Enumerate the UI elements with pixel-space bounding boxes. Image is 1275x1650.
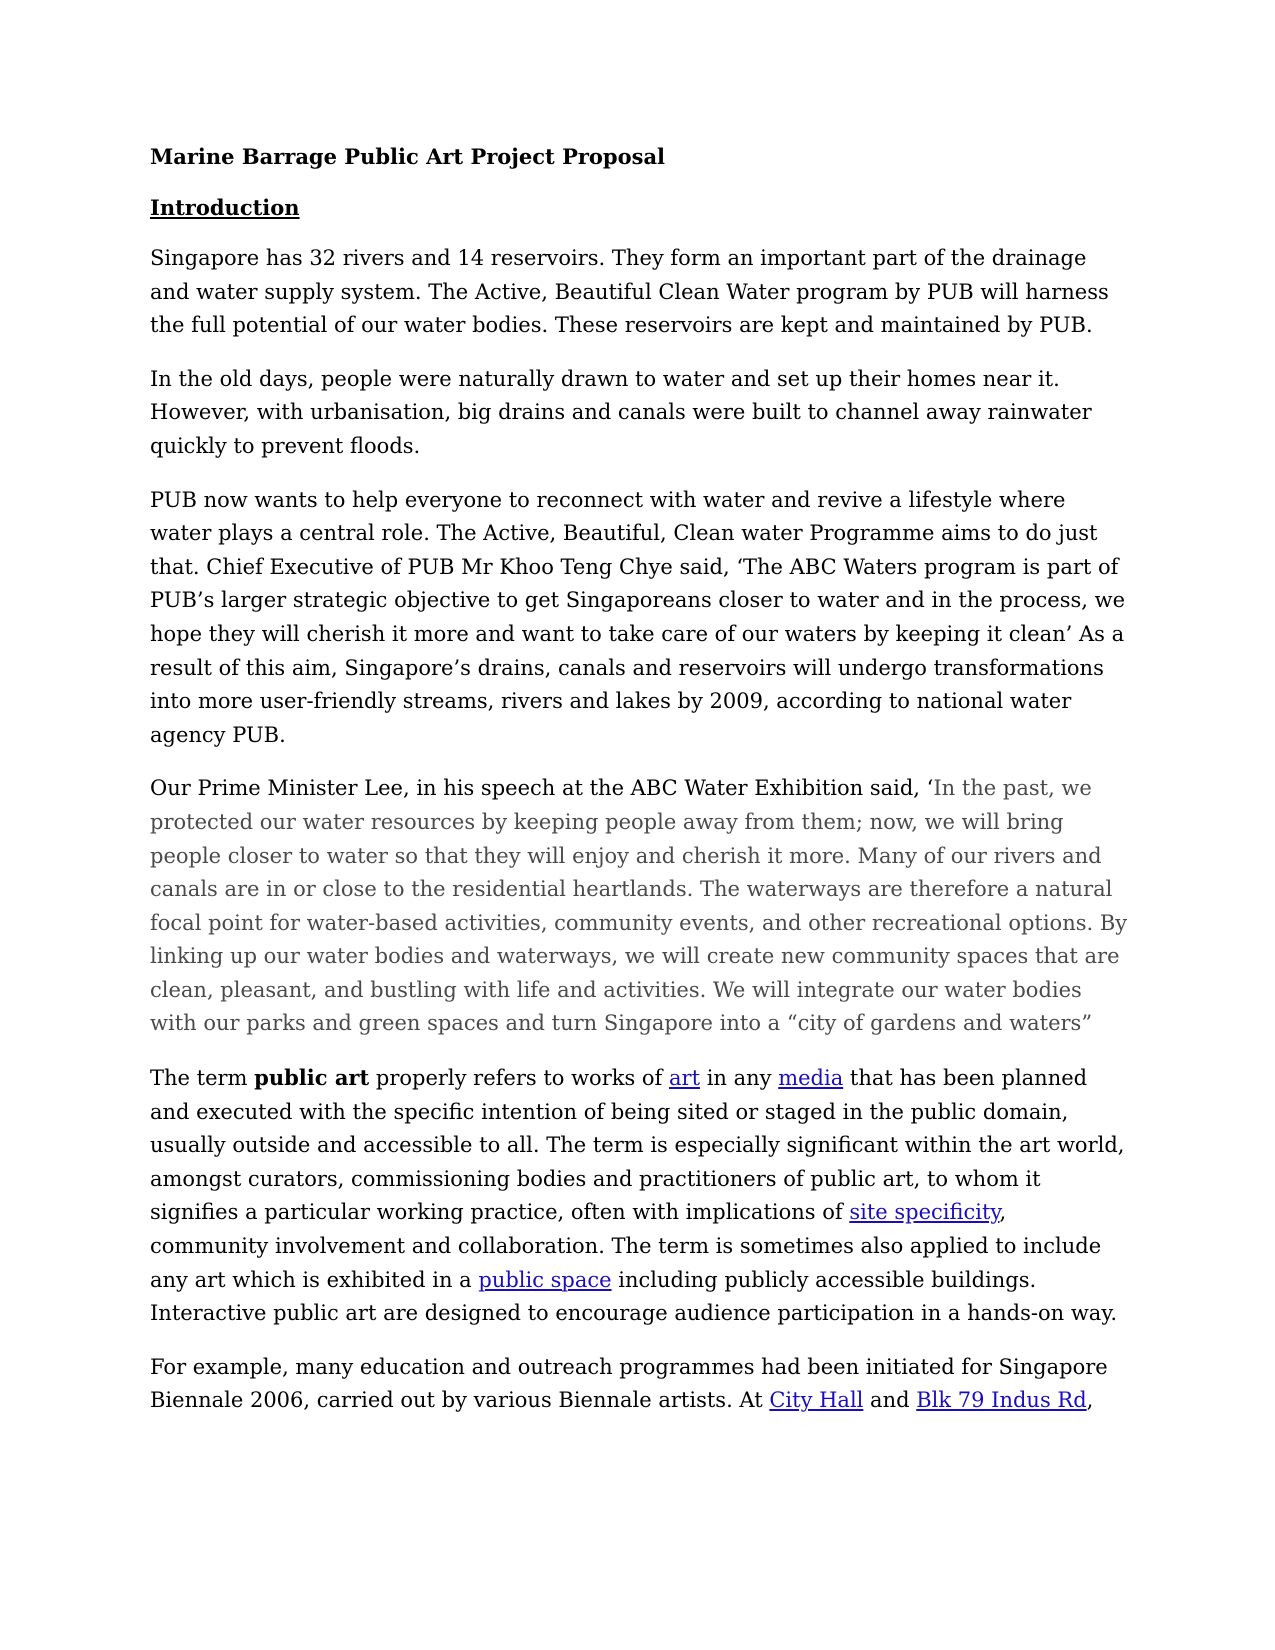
pm-quote-text: In the past, we protected our water resources by keeping people away from them; now, we will bring people closer to water so that they will enjoy and cherish it more. Many of our rivers and canals are in or close to the residential heartlands. The waterways are therefore a natural focal point for water-based activities, community events, and other recreational options. By linking up our water bodies and waterways, we will create new community spaces that are clean, pleasant, and bustling with life and activities. We will integrate our water bodies with our parks and green spaces and turn Singapore into a “city of gardens and waters” <box>150 776 1128 1036</box>
link-public-space[interactable]: public space <box>478 1267 612 1292</box>
paragraph-pub-reconnect: PUB now wants to help everyone to reconnect with water and revive a lifestyle where water plays a central role. The Active, Beautiful, Clean water Programme aims to do just that. Chief Executive of PUB Mr Khoo Teng Chye said, ‘The ABC Waters program is part of PUB’s larger strategic objective to get Singaporeans closer to water and in the process, we hope they will cherish it more and want to take care of our waters by keeping it clean’ As a result of this aim, Singapore’s drains, canals and reservoirs will undergo transformations into more user-friendly streams, rivers and lakes by 2009, according to national water agency PUB. <box>150 487 1126 747</box>
link-city-hall[interactable]: City Hall <box>769 1388 864 1413</box>
text-span: , community involvement and collaboration. The term is sometimes also applied to include any art which is exhibited in a <box>150 1200 1102 1292</box>
document-page <box>150 140 1130 1438</box>
bold-term-public-art: public art <box>254 1065 370 1091</box>
document-title: Marine Barrage Public Art Project Proposal <box>150 144 666 169</box>
text-span: in any <box>700 1066 779 1091</box>
link-media[interactable]: media <box>778 1066 844 1091</box>
text-span: and <box>863 1388 917 1413</box>
section-heading-introduction: Introduction <box>150 195 300 220</box>
link-art[interactable]: art <box>669 1066 701 1091</box>
link-blk-79-indus-rd[interactable]: Blk 79 Indus Rd <box>916 1388 1087 1413</box>
text-span: including publicly accessible buildings. Interactive public art are designed to encourage audience participation in a hands-on way. <box>150 1267 1118 1326</box>
text-span: The term <box>150 1066 255 1091</box>
text-span: properly refers to works of <box>369 1066 670 1091</box>
text-span: For example, many education and outreach programmes had been initiated for Singapore Biennale 2006, carried out by various Biennale artists. At <box>150 1354 1108 1413</box>
paragraph-public-art-definition <box>150 1061 1130 1331</box>
paragraph-prime-minister <box>150 772 1130 1041</box>
paragraph-old-days: In the old days, people were naturally drawn to water and set up their homes near it. However, with urbanisation, big drains and canals were built to channel away rainwater quickly to prevent floods. <box>150 366 1092 458</box>
paragraph-biennale-example <box>150 1351 1130 1418</box>
link-site-specificity[interactable]: site specificity <box>849 1200 1000 1225</box>
paragraph-rivers: Singapore has 32 rivers and 14 reservoirs. They form an important part of the drainage and water supply system. The Active, Beautiful Clean Water program by PUB will harness the full potential of our water bodies. These reservoirs are kept and maintained by PUB. <box>150 246 1109 338</box>
text-span: that has been planned and executed with the specific intention of being sited or staged in the public domain, usually outside and accessible to all. The term is especially significant within the art world, amongst curators, commissioning bodies and practitioners of public art, to whom it signifies a particular working practice, often with implications of <box>150 1066 1125 1225</box>
pm-intro-text: Our Prime Minister Lee, in his speech at the ABC Water Exhibition said, ‘ <box>150 776 934 801</box>
text-span: , <box>1086 1388 1094 1413</box>
